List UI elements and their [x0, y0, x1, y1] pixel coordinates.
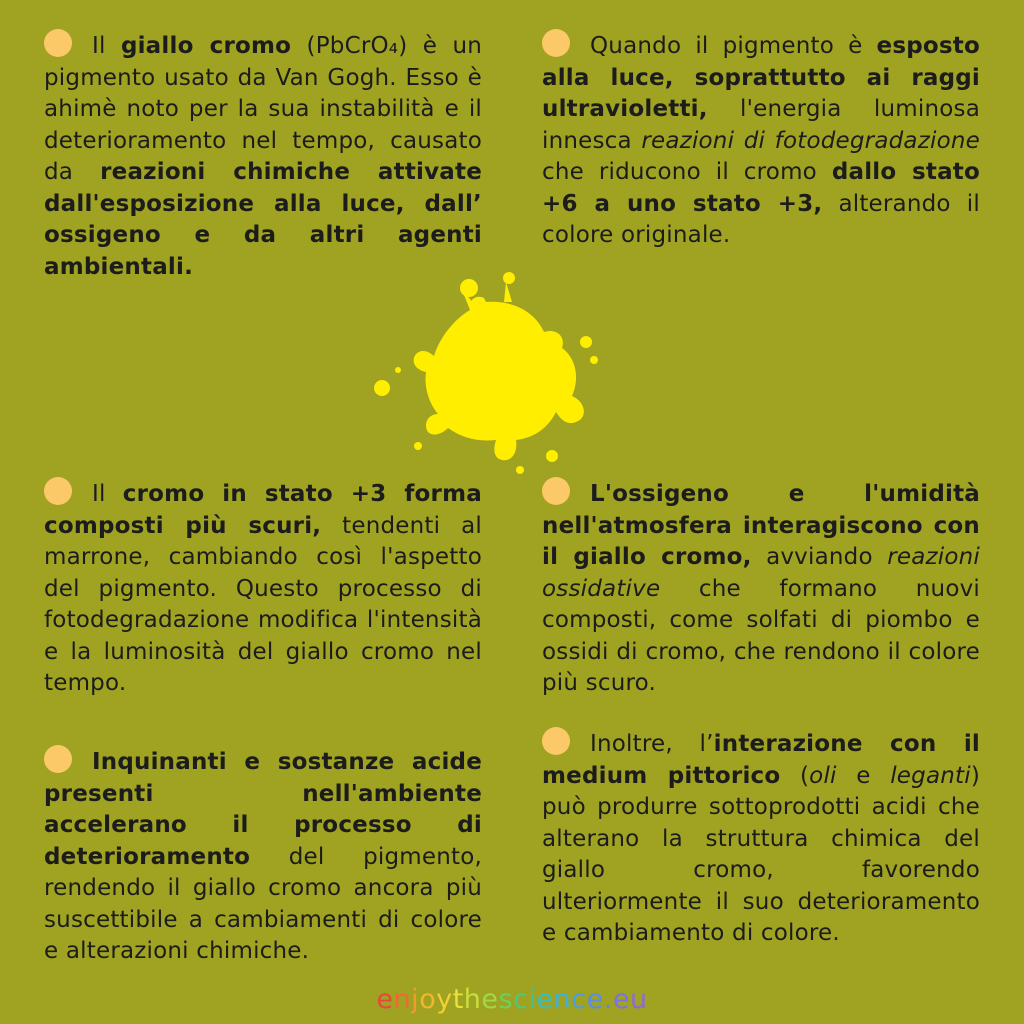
- footer-letter: e: [376, 984, 394, 1015]
- footer-letter: s: [498, 984, 514, 1015]
- footer-letter: i: [528, 984, 537, 1015]
- text-run: (: [780, 762, 810, 789]
- text-block-ossigeno-umidita: [542, 477, 980, 700]
- text-block-giallo-cromo: [44, 29, 482, 283]
- text-run: interazione con il medium pittorico: [542, 731, 981, 789]
- text-run: leganti: [890, 762, 971, 789]
- text-run: che formano nuovi composti, come solfati di piombo e ossidi di cromo, che rendono il colore più scuro.: [542, 575, 980, 696]
- text-run: ) può produrre sottoprodotti acidi che alterano la struttura chimica del giallo cromo, favorendo ulteriormente il suo deterioramento e cambiamento di colore.: [542, 762, 981, 946]
- footer-letter: .: [603, 984, 613, 1015]
- footer-letter: y: [436, 984, 453, 1015]
- text-run: Il: [92, 481, 123, 507]
- text-run: l'energia luminosa innesca: [542, 96, 980, 154]
- text-run: Il: [92, 33, 121, 59]
- text-run: L'ossigeno e l'umidità nell'atmosfera interagiscono con il giallo cromo,: [542, 481, 980, 570]
- text-run: del pigmento, rendendo il giallo cromo ancora più suscettibile a cambiamenti di colore e alterazioni chimiche.: [44, 843, 482, 964]
- bullet-dot-icon: [44, 29, 72, 57]
- footer-letter: t: [452, 984, 464, 1015]
- text-run: Inoltre, l’: [590, 731, 714, 757]
- bullet-dot-icon: [44, 477, 72, 505]
- text-run: esposto alla luce, soprattutto ai raggi ultravioletti,: [542, 33, 980, 122]
- footer-letter: c: [513, 984, 529, 1015]
- text-run: cromo in stato +3 forma composti più scuri,: [44, 481, 482, 539]
- footer-letter: c: [571, 984, 587, 1015]
- footer-letter: j: [411, 984, 420, 1015]
- text-run: alterando il colore originale.: [542, 190, 980, 248]
- text-run: dallo stato +6 a uno stato +3,: [542, 159, 980, 217]
- yellow-paint-splash-icon: [366, 262, 606, 482]
- bullet-dot-icon: [44, 745, 72, 773]
- text-run: Quando il pigmento è: [590, 33, 877, 59]
- footer-letter: e: [586, 984, 604, 1015]
- footer-letter: u: [629, 984, 648, 1015]
- text-block-inquinanti: [44, 745, 482, 968]
- text-run: reazioni di fotodegradazione: [641, 127, 980, 154]
- text-block-esposizione-luce: [542, 29, 980, 252]
- text-run: giallo cromo: [120, 33, 292, 59]
- text-run: reazioni chimiche attivate dall'esposizione alla luce, dall’ ossigeno e da altri agenti ambientali.: [44, 159, 483, 280]
- text-run: e: [836, 762, 891, 789]
- text-block-cromo-stato-3: [44, 477, 482, 700]
- bullet-dot-icon: [542, 727, 570, 755]
- footer-website: [0, 984, 1024, 1015]
- text-run: (PbCrO₄) è un pigmento usato da Van Gogh. Esso è ahimè noto per la sua instabilità e il deterioramento nel tempo, causato da: [44, 33, 482, 185]
- footer-letter: n: [553, 984, 572, 1015]
- footer-letter: n: [393, 984, 412, 1015]
- footer-letter: e: [612, 984, 630, 1015]
- text-run: che riducono il cromo: [542, 159, 832, 185]
- text-run: reazioni ossidative: [542, 544, 980, 602]
- bullet-dot-icon: [542, 29, 570, 57]
- text-run: avviando: [751, 544, 888, 570]
- footer-letter: e: [536, 984, 554, 1015]
- text-run: Inquinanti e sostanze acide presenti nell'ambiente accelerano il processo di deterioramento: [44, 749, 482, 870]
- footer-letter: h: [463, 984, 482, 1015]
- footer-letter: o: [419, 984, 437, 1015]
- text-run: oli: [809, 762, 837, 789]
- text-run: tendenti al marrone, cambiando così l'aspetto del pigmento. Questo processo di fotodegradazione modifica l'intensità e la luminosità del giallo cromo nel tempo.: [44, 512, 482, 696]
- text-block-medium-pittorico: [542, 727, 980, 950]
- footer-letter: e: [481, 984, 499, 1015]
